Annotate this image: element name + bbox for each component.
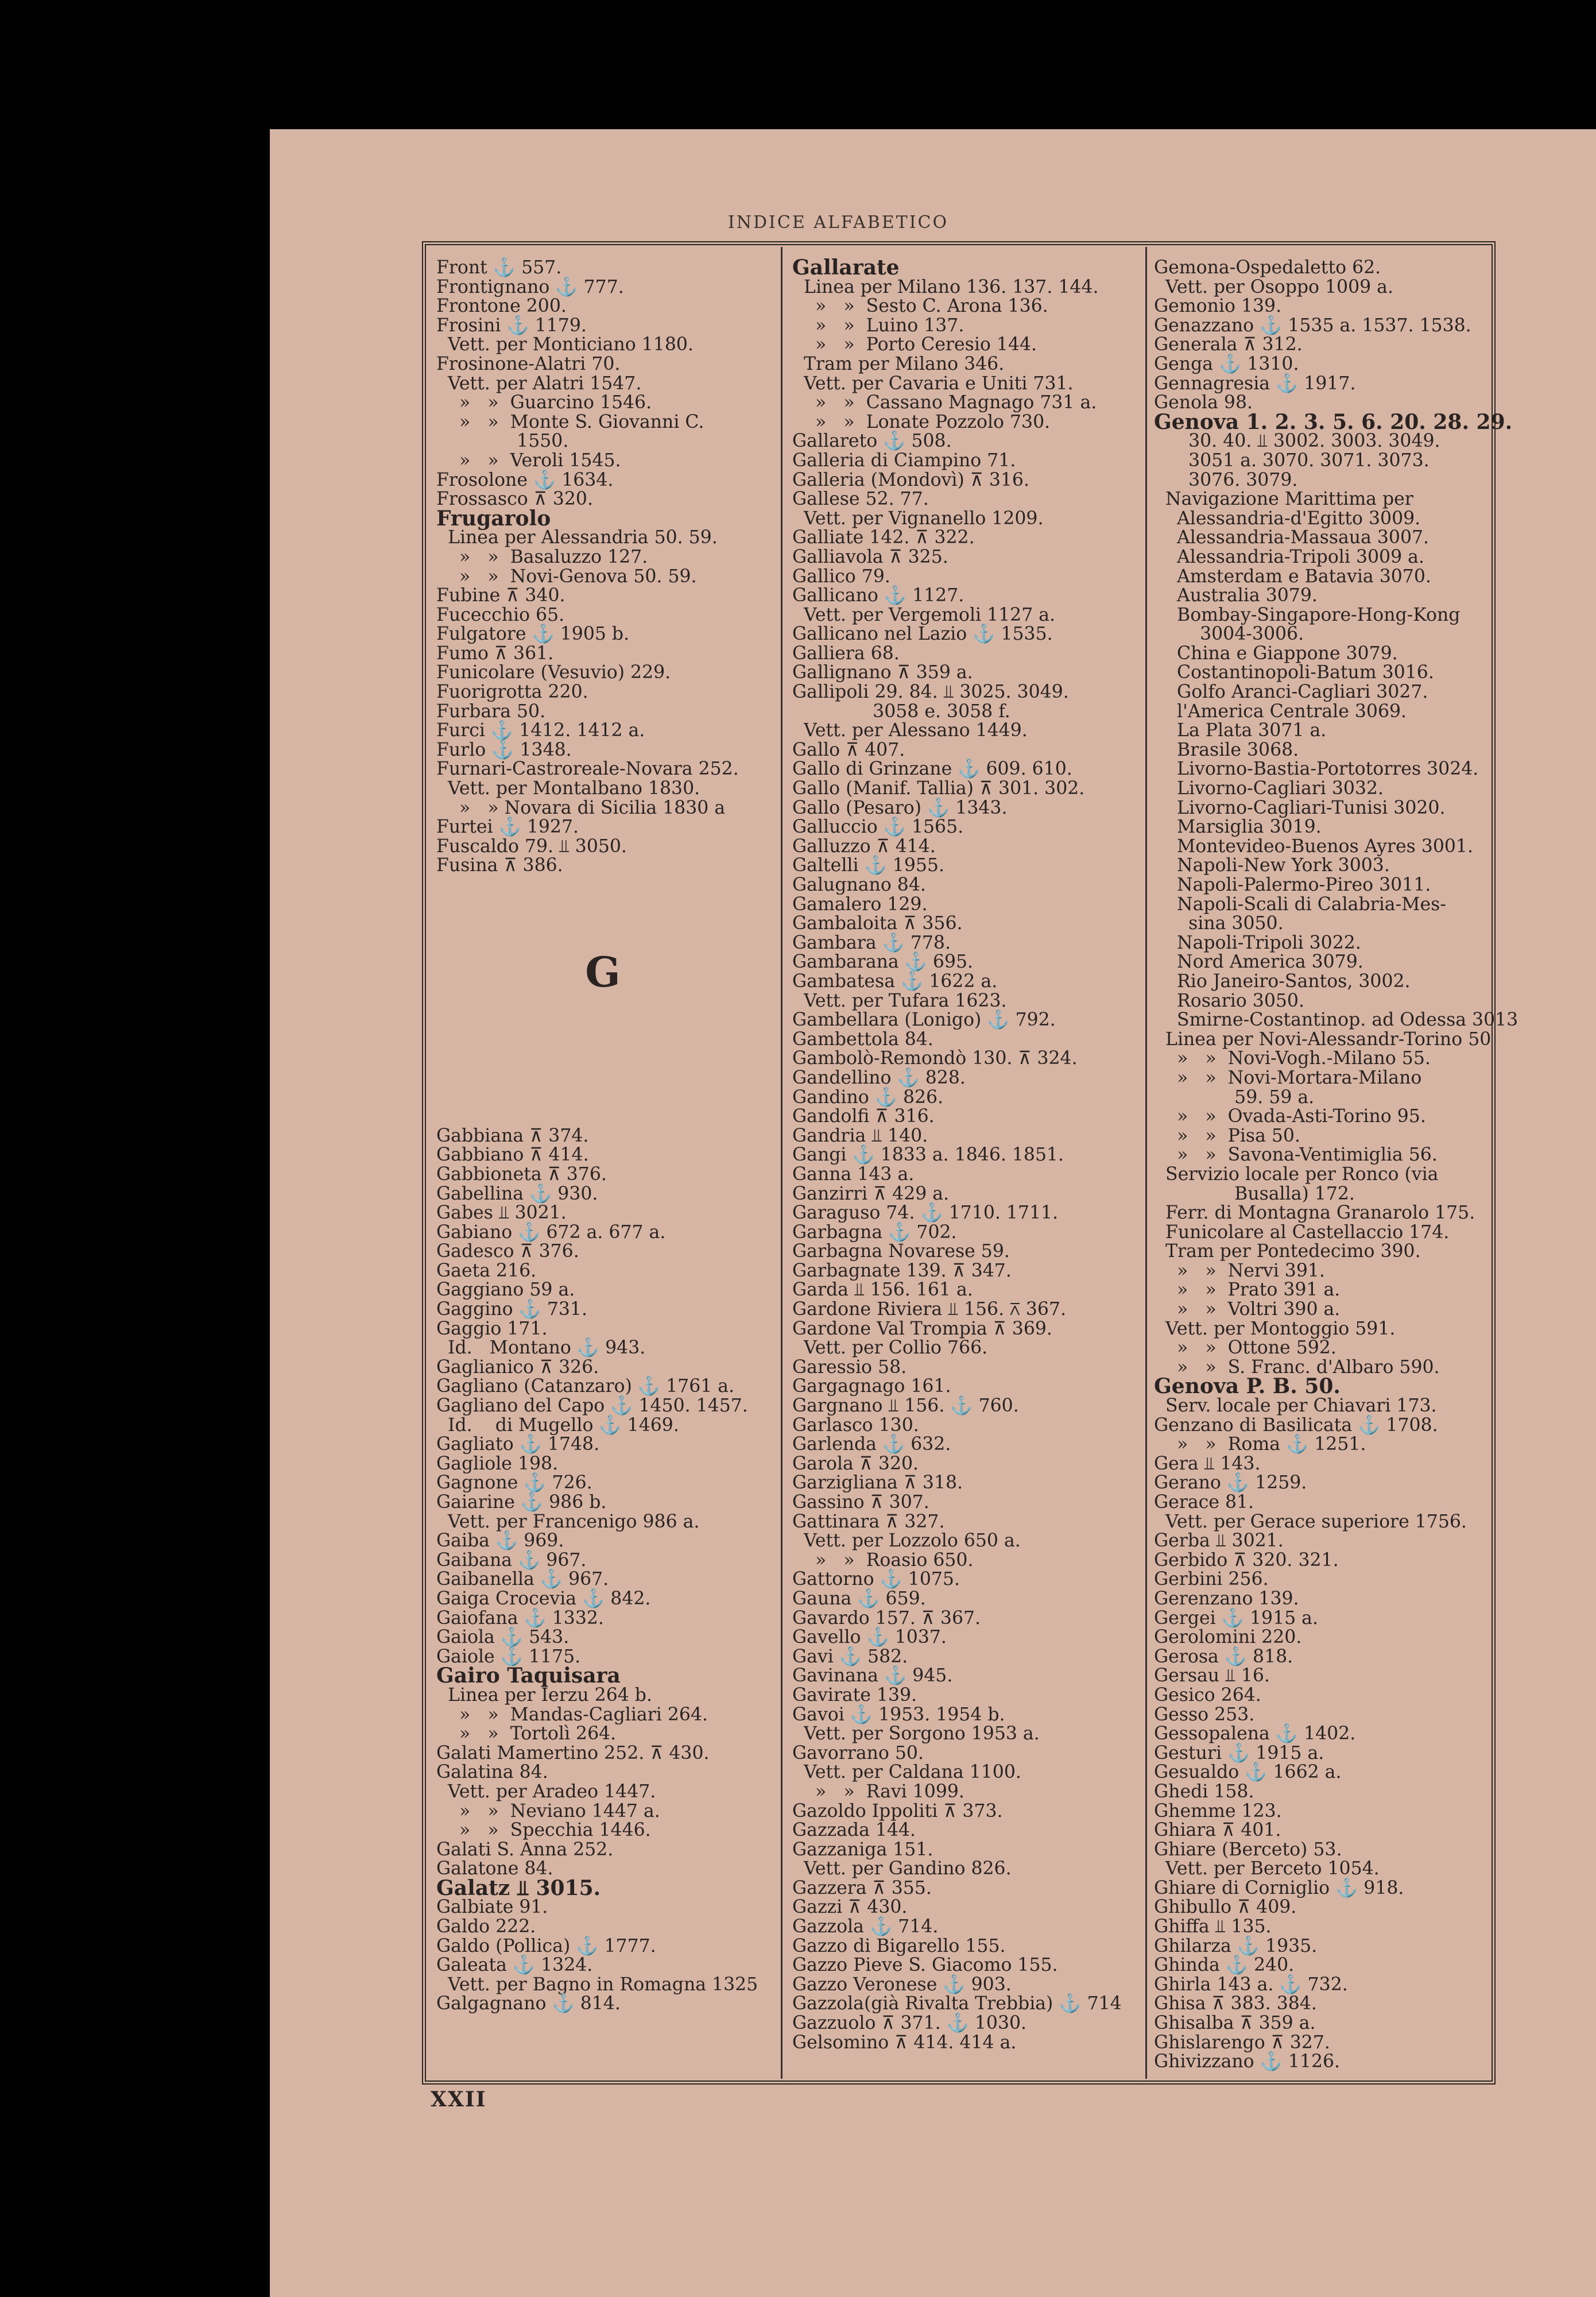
index-entry: » » Neviano 1447 a. bbox=[436, 1800, 660, 1822]
index-entry: Gallipoli 29. 84. ⫫ 3025. 3049. bbox=[792, 682, 1069, 703]
index-entry: Frosinone-Alatri 70. bbox=[436, 353, 621, 374]
index-entry: Fumo ⊼ 361. bbox=[436, 643, 554, 664]
index-entry: Gaiole ⚓ 1175. bbox=[436, 1646, 581, 1667]
index-entry: Fusina ⊼ 386. bbox=[436, 855, 563, 876]
index-entry: » » Lonate Pozzolo 730. bbox=[792, 411, 1051, 432]
index-entry: Gaibanella ⚓ 967. bbox=[436, 1569, 609, 1590]
index-entry: Gazzo di Bigarello 155. bbox=[792, 1935, 1006, 1956]
index-entry: Garessio 58. bbox=[792, 1356, 907, 1378]
index-entry: Galugnano 84. bbox=[792, 875, 926, 895]
index-entry: Navigazione Marittima per bbox=[1154, 489, 1413, 510]
index-entry: Galdo 222. bbox=[436, 1916, 536, 1938]
blank-line bbox=[436, 1069, 769, 1088]
index-entry: Gessopalena ⚓ 1402. bbox=[1154, 1723, 1356, 1745]
index-entry: Gabbioneta ⊼ 376. bbox=[436, 1163, 607, 1185]
index-entry: Fucecchio 65. bbox=[436, 604, 565, 625]
index-entry: Garbagna ⚓ 702. bbox=[792, 1221, 957, 1243]
index-entry: Gazzola ⚓ 714. bbox=[792, 1916, 939, 1938]
index-entry: Linea per Novi-Alessandr-Torino 50 bbox=[1154, 1028, 1492, 1050]
index-entry: Frontignano ⚓ 777. bbox=[436, 276, 624, 297]
index-entry: Furnari-Castroreale-Novara 252. bbox=[436, 759, 739, 780]
index-entry: Gambaloita ⊼ 356. bbox=[792, 913, 963, 934]
index-entry: Vett. per Collio 766. bbox=[792, 1337, 988, 1359]
index-entry: Ghisa ⊼ 383. 384. bbox=[1154, 1993, 1317, 2014]
index-entry: Gazzola(già Rivalta Trebbia) ⚓ 714 bbox=[792, 1993, 1122, 2014]
index-entry: » » Ravi 1099. bbox=[792, 1781, 964, 1802]
index-entry: Gandellino ⚓ 828. bbox=[792, 1067, 966, 1088]
index-entry: Gaglianico ⊼ 326. bbox=[436, 1356, 599, 1378]
index-entry: Gerano ⚓ 1259. bbox=[1154, 1472, 1307, 1494]
index-entry: » » Luino 137. bbox=[792, 315, 964, 336]
index-entry: » » Novara di Sicilia 1830 a bbox=[436, 797, 726, 818]
index-entry: Vett. per Tufara 1623. bbox=[792, 990, 1007, 1011]
index-entry: Ghemme 123. bbox=[1154, 1800, 1282, 1822]
index-entry: Id. Montano ⚓ 943. bbox=[436, 1337, 646, 1359]
index-entry: Gerbini 256. bbox=[1154, 1569, 1269, 1590]
index-entry: Gavello ⚓ 1037. bbox=[792, 1627, 947, 1648]
index-entry: Montevideo-Buenos Ayres 3001. bbox=[1154, 836, 1473, 857]
index-entry: Gergei ⚓ 1915 a. bbox=[1154, 1607, 1318, 1629]
index-entry: » » Pisa 50. bbox=[1154, 1125, 1300, 1146]
index-entry: Gaibana ⚓ 967. bbox=[436, 1549, 587, 1571]
index-entry: Gersau ⫫ 16. bbox=[1154, 1665, 1270, 1687]
index-entry: Linea per Ierzu 264 b. bbox=[436, 1684, 652, 1706]
index-entry: Gambolò-Remondò 130. ⊼ 324. bbox=[792, 1048, 1078, 1069]
index-entry: Vett. per Alatri 1547. bbox=[436, 373, 642, 394]
index-entry: Gallo (Manif. Tallia) ⊼ 301. 302. bbox=[792, 778, 1085, 799]
index-entry: Gaiofana ⚓ 1332. bbox=[436, 1607, 604, 1629]
column-divider bbox=[781, 247, 782, 2079]
index-entry: Alessandria-Massaua 3007. bbox=[1154, 527, 1430, 548]
index-entry: Galbiate 91. bbox=[436, 1897, 548, 1918]
index-entry: Gazzo Veronese ⚓ 903. bbox=[792, 1974, 1012, 1995]
index-entry: Gallicano nel Lazio ⚓ 1535. bbox=[792, 624, 1053, 645]
index-entry: » » Novi-Vogh.-Milano 55. bbox=[1154, 1048, 1431, 1069]
index-entry: Galati Mamertino 252. ⊼ 430. bbox=[436, 1742, 710, 1764]
index-entry: Fuscaldo 79. ⫫ 3050. bbox=[436, 836, 627, 857]
index-entry: China e Giappone 3079. bbox=[1154, 643, 1398, 664]
index-entry: Gazzi ⊼ 430. bbox=[792, 1897, 908, 1918]
index-entry: Australia 3079. bbox=[1154, 585, 1318, 606]
index-entry: Galliavola ⊼ 325. bbox=[792, 546, 948, 567]
index-entry: Galeata ⚓ 1324. bbox=[436, 1955, 593, 1976]
index-entry: Tram per Pontedecimo 390. bbox=[1154, 1241, 1421, 1262]
index-entry: Garlenda ⚓ 632. bbox=[792, 1434, 951, 1455]
index-entry: Gavoi ⚓ 1953. 1954 b. bbox=[792, 1704, 1005, 1725]
index-entry: Gabellina ⚓ 930. bbox=[436, 1183, 598, 1204]
index-entry: Ghibullo ⊼ 409. bbox=[1154, 1897, 1297, 1918]
index-entry: Vett. per Alessano 1449. bbox=[792, 720, 1028, 741]
index-entry: Linea per Alessandria 50. 59. bbox=[436, 527, 718, 548]
index-entry: Gerace 81. bbox=[1154, 1492, 1254, 1513]
index-entry: Brasile 3068. bbox=[1154, 739, 1299, 760]
index-entry: » » Roasio 650. bbox=[792, 1549, 974, 1571]
index-entry: Ghiare di Corniglio ⚓ 918. bbox=[1154, 1877, 1404, 1898]
index-entry: Bombay-Singapore-Hong-Kong bbox=[1154, 604, 1461, 625]
index-entry: Ghiara ⊼ 401. bbox=[1154, 1820, 1281, 1841]
index-entry: Vett. per Montalbano 1830. bbox=[436, 778, 700, 799]
index-entry: Funicolare (Vesuvio) 229. bbox=[436, 662, 671, 683]
index-entry: Gambarana ⚓ 695. bbox=[792, 952, 974, 973]
index-entry: Gesualdo ⚓ 1662 a. bbox=[1154, 1762, 1342, 1783]
index-entry: » » Veroli 1545. bbox=[436, 450, 621, 471]
index-entry: » » Roma ⚓ 1251. bbox=[1154, 1434, 1366, 1455]
index-entry: Frosini ⚓ 1179. bbox=[436, 315, 587, 336]
index-entry: Gallo ⊼ 407. bbox=[792, 739, 905, 760]
index-entry: Ganna 143 a. bbox=[792, 1163, 915, 1185]
index-entry: Vett. per Berceto 1054. bbox=[1154, 1858, 1380, 1880]
index-entry: Ferr. di Montagna Granarolo 175. bbox=[1154, 1202, 1475, 1224]
index-entry: » » Sesto C. Arona 136. bbox=[792, 296, 1048, 317]
index-entry: Genazzano ⚓ 1535 a. 1537. 1538. bbox=[1154, 315, 1471, 336]
index-entry: Gazzuolo ⊼ 371. ⚓ 1030. bbox=[792, 2013, 1027, 2034]
index-entry: Vett. per Sorgono 1953 a. bbox=[792, 1723, 1040, 1745]
index-entry: Vett. per Osoppo 1009 a. bbox=[1154, 276, 1393, 297]
index-entry: Galdo (Pollica) ⚓ 1777. bbox=[436, 1935, 656, 1956]
index-entry: Rosario 3050. bbox=[1154, 990, 1304, 1011]
index-entry: Gerosa ⚓ 818. bbox=[1154, 1646, 1293, 1667]
index-entry: Gambatesa ⚓ 1622 a. bbox=[792, 970, 998, 992]
index-entry: 1550. bbox=[436, 431, 569, 452]
index-entry: Tram per Milano 346. bbox=[792, 353, 1005, 374]
index-entry: Gaiarine ⚓ 986 b. bbox=[436, 1492, 607, 1513]
blank-line bbox=[436, 895, 769, 915]
index-entry: Gabbiana ⊼ 374. bbox=[436, 1125, 589, 1146]
blank-line bbox=[436, 876, 769, 895]
index-entry: Ghislarengo ⊼ 327. bbox=[1154, 2032, 1330, 2053]
index-entry: Ghirla 143 a. ⚓ 732. bbox=[1154, 1974, 1348, 1995]
index-column-2 bbox=[792, 258, 1142, 2052]
index-entry: Gandino ⚓ 826. bbox=[792, 1086, 944, 1108]
index-entry: Galluccio ⚓ 1565. bbox=[792, 817, 964, 838]
index-entry: » » Tortolì 264. bbox=[436, 1723, 617, 1745]
index-entry: » » Mandas-Cagliari 264. bbox=[436, 1704, 708, 1725]
index-entry: Nord America 3079. bbox=[1154, 952, 1363, 973]
index-entry: Gerenzano 139. bbox=[1154, 1588, 1299, 1609]
index-entry: » » Monte S. Giovanni C. bbox=[436, 411, 704, 432]
index-entry: Galliera 68. bbox=[792, 643, 900, 664]
index-entry: Smirne-Costantinop. ad Odessa 3013 bbox=[1154, 1010, 1518, 1031]
index-entry: Napoli-Scali di Calabria-Mes- bbox=[1154, 894, 1446, 915]
index-entry: Gazzo Pieve S. Giacomo 155. bbox=[792, 1955, 1058, 1976]
index-entry: Frossasco ⊼ 320. bbox=[436, 489, 593, 510]
index-entry: » » Prato 391 a. bbox=[1154, 1279, 1341, 1301]
index-entry: Gaggiano 59 a. bbox=[436, 1279, 575, 1301]
index-entry: Galliate 142. ⊼ 322. bbox=[792, 527, 975, 548]
index-entry: 30. 40. ⫫ 3002. 3003. 3049. bbox=[1154, 431, 1440, 452]
index-entry: Gallicano ⚓ 1127. bbox=[792, 585, 964, 606]
index-entry: Vett. per Bagno in Romagna 1325 bbox=[436, 1974, 758, 1995]
index-entry: Ghisalba ⊼ 359 a. bbox=[1154, 2013, 1316, 2034]
index-entry: Gesso 253. bbox=[1154, 1704, 1255, 1725]
index-entry: 3004-3006. bbox=[1154, 624, 1304, 645]
index-entry: Serv. locale per Chiavari 173. bbox=[1154, 1395, 1437, 1417]
index-entry: Gattorno ⚓ 1075. bbox=[792, 1569, 960, 1590]
index-entry: Gallico 79. bbox=[792, 566, 890, 587]
index-entry: Rio Janeiro-Santos, 3002. bbox=[1154, 970, 1411, 992]
index-entry: » » Guarcino 1546. bbox=[436, 392, 652, 413]
page-header: INDICE ALFABETICO bbox=[727, 212, 949, 233]
index-entry: Frosolone ⚓ 1634. bbox=[436, 469, 614, 490]
index-entry: Galatone 84. bbox=[436, 1858, 553, 1880]
blank-line bbox=[436, 1030, 769, 1050]
index-column-3 bbox=[1154, 257, 1518, 2072]
index-entry: » » Cassano Magnago 731 a. bbox=[792, 392, 1097, 413]
index-entry: Gambara ⚓ 778. bbox=[792, 932, 951, 953]
index-entry: Gazoldo Ippoliti ⊼ 373. bbox=[792, 1800, 1003, 1822]
index-entry: Gabiano ⚓ 672 a. 677 a. bbox=[436, 1221, 666, 1243]
index-entry: Frugarolo bbox=[436, 506, 551, 531]
index-entry: Garbagnate 139. ⊼ 347. bbox=[792, 1260, 1012, 1281]
index-entry: Gazzada 144. bbox=[792, 1820, 916, 1841]
index-entry: Id. di Mugello ⚓ 1469. bbox=[436, 1414, 679, 1436]
index-entry: Gambellara (Lonigo) ⚓ 792. bbox=[792, 1010, 1056, 1031]
index-entry: Gavirate 139. bbox=[792, 1684, 917, 1706]
index-entry: Gerolomini 220. bbox=[1154, 1627, 1302, 1648]
index-entry: Furtei ⚓ 1927. bbox=[436, 817, 579, 838]
index-entry: Gabbiano ⊼ 414. bbox=[436, 1144, 589, 1166]
index-entry: » » Novi-Mortara-Milano bbox=[1154, 1067, 1422, 1088]
index-column-1 bbox=[436, 258, 769, 2014]
index-entry: » » Novi-Genova 50. 59. bbox=[436, 566, 697, 587]
index-entry: Gerba ⫫ 3021. bbox=[1154, 1530, 1284, 1552]
index-entry: l'America Centrale 3069. bbox=[1154, 701, 1407, 722]
blank-line bbox=[436, 914, 769, 934]
index-entry: Galatz ⫫ 3015. bbox=[436, 1876, 601, 1900]
index-entry: Galluzzo ⊼ 414. bbox=[792, 836, 936, 857]
index-entry: Gattinara ⊼ 327. bbox=[792, 1511, 945, 1532]
index-entry: Vett. per Francenigo 986 a. bbox=[436, 1511, 700, 1532]
index-entry: » » Basaluzzo 127. bbox=[436, 546, 648, 567]
index-entry: Gelsomino ⊼ 414. 414 a. bbox=[792, 2032, 1017, 2053]
blank-line bbox=[436, 1049, 769, 1069]
index-entry: Gagliano del Capo ⚓ 1450. 1457. bbox=[436, 1395, 748, 1417]
index-entry: Gallese 52. 77. bbox=[792, 489, 929, 510]
index-entry: Gazzera ⊼ 355. bbox=[792, 1877, 932, 1898]
section-letter: G bbox=[585, 948, 621, 997]
index-entry: Gemona-Ospedaletto 62. bbox=[1154, 257, 1381, 278]
index-entry: Garola ⊼ 320. bbox=[792, 1453, 919, 1474]
index-entry: Gargnano ⫫ 156. ⚓ 760. bbox=[792, 1395, 1019, 1417]
index-entry: Gallo di Grinzane ⚓ 609. 610. bbox=[792, 759, 1072, 780]
index-entry: Gesturi ⚓ 1915 a. bbox=[1154, 1742, 1324, 1764]
index-entry: Garlasco 130. bbox=[792, 1414, 919, 1436]
index-entry: » » Savona-Ventimiglia 56. bbox=[1154, 1144, 1438, 1166]
index-entry: Ghiare (Berceto) 53. bbox=[1154, 1839, 1342, 1860]
index-entry: Vett. per Gandino 826. bbox=[792, 1858, 1012, 1880]
index-entry: Garzigliana ⊼ 318. bbox=[792, 1472, 963, 1494]
index-entry: Gauna ⚓ 659. bbox=[792, 1588, 926, 1609]
index-entry: Gagliano (Catanzaro) ⚓ 1761 a. bbox=[436, 1376, 735, 1397]
index-entry: Gamalero 129. bbox=[792, 894, 928, 915]
index-entry: Gagliole 198. bbox=[436, 1453, 559, 1474]
index-entry: Gavardo 157. ⊼ 367. bbox=[792, 1607, 981, 1629]
index-entry: Galleria (Mondovì) ⊼ 316. bbox=[792, 469, 1029, 490]
index-entry: Gagliato ⚓ 1748. bbox=[436, 1434, 600, 1455]
index-entry: 3058 e. 3058 f. bbox=[792, 701, 1010, 722]
index-entry: Garda ⫫ 156. 161 a. bbox=[792, 1279, 973, 1301]
index-entry: Galtelli ⚓ 1955. bbox=[792, 855, 944, 876]
index-entry: » » Voltri 390 a. bbox=[1154, 1299, 1341, 1320]
index-entry: Gerbido ⊼ 320. 321. bbox=[1154, 1549, 1339, 1571]
index-entry: » » Porto Ceresio 144. bbox=[792, 334, 1037, 355]
index-entry: Gargagnago 161. bbox=[792, 1376, 951, 1397]
index-entry: Vett. per Caldana 1100. bbox=[792, 1762, 1021, 1783]
index-entry: Vett. per Gerace superiore 1756. bbox=[1154, 1511, 1467, 1532]
index-entry: Napoli-Tripoli 3022. bbox=[1154, 932, 1361, 953]
index-entry: Vett. per Lozzolo 650 a. bbox=[792, 1530, 1021, 1552]
blank-line bbox=[436, 1107, 769, 1127]
index-entry: 59. 59 a. bbox=[1154, 1086, 1315, 1108]
index-entry: Gadesco ⊼ 376. bbox=[436, 1241, 579, 1262]
index-entry: Amsterdam e Batavia 3070. bbox=[1154, 566, 1431, 587]
index-entry: Vett. per Vignanello 1209. bbox=[792, 508, 1044, 529]
index-entry: Gaiba ⚓ 969. bbox=[436, 1530, 564, 1552]
index-entry: Ghilarza ⚓ 1935. bbox=[1154, 1935, 1318, 1956]
index-entry: Livorno-Cagliari 3032. bbox=[1154, 778, 1384, 799]
index-entry: Gera ⫫ 143. bbox=[1154, 1453, 1261, 1474]
index-entry: 3076. 3079. bbox=[1154, 469, 1298, 490]
index-entry: Ghedi 158. bbox=[1154, 1781, 1254, 1802]
index-entry: Generala ⊼ 312. bbox=[1154, 334, 1303, 355]
index-entry: Gavi ⚓ 582. bbox=[792, 1646, 908, 1667]
index-entry: Busalla) 172. bbox=[1154, 1183, 1355, 1204]
index-entry: Furlo ⚓ 1348. bbox=[436, 739, 572, 760]
index-entry: Gennagresia ⚓ 1917. bbox=[1154, 373, 1356, 394]
index-entry: Ganzirri ⊼ 429 a. bbox=[792, 1183, 950, 1204]
index-entry: Napoli-Palermo-Pireo 3011. bbox=[1154, 875, 1431, 895]
index-entry: sina 3050. bbox=[1154, 913, 1284, 934]
index-entry: Ghinda ⚓ 240. bbox=[1154, 1955, 1295, 1976]
index-entry: Gardone Riviera ⫫ 156. ⊼ 367. bbox=[792, 1299, 1067, 1320]
index-entry: Gavinana ⚓ 945. bbox=[792, 1665, 953, 1687]
index-entry: » » Ottone 592. bbox=[1154, 1337, 1337, 1359]
index-entry: Gaggino ⚓ 731. bbox=[436, 1299, 587, 1320]
index-entry: Funicolare al Castellaccio 174. bbox=[1154, 1221, 1450, 1243]
index-entry: Gambettola 84. bbox=[792, 1028, 933, 1050]
index-entry: Gangi ⚓ 1833 a. 1846. 1851. bbox=[792, 1144, 1064, 1166]
index-entry: Gairo Taquisara bbox=[436, 1664, 621, 1688]
index-entry: Furbara 50. bbox=[436, 701, 546, 722]
index-entry: » » Nervi 391. bbox=[1154, 1260, 1325, 1281]
index-entry: Furci ⚓ 1412. 1412 a. bbox=[436, 720, 645, 741]
index-entry: Galatina 84. bbox=[436, 1762, 548, 1783]
index-entry: Linea per Milano 136. 137. 144. bbox=[792, 276, 1099, 297]
index-entry: Servizio locale per Ronco (via bbox=[1154, 1163, 1439, 1185]
index-entry: Costantinopoli-Batum 3016. bbox=[1154, 662, 1434, 683]
index-entry: Genga ⚓ 1310. bbox=[1154, 353, 1299, 374]
index-entry: Genova P. B. 50. bbox=[1154, 1374, 1341, 1399]
page-number: XXII bbox=[431, 2087, 487, 2112]
index-entry: Gassino ⊼ 307. bbox=[792, 1492, 929, 1513]
index-entry: Gaiola ⚓ 543. bbox=[436, 1627, 570, 1648]
index-entry: 3051 a. 3070. 3071. 3073. bbox=[1154, 450, 1430, 471]
index-entry: Gaeta 216. bbox=[436, 1260, 537, 1281]
blank-line bbox=[436, 1088, 769, 1108]
index-entry: Fulgatore ⚓ 1905 b. bbox=[436, 624, 630, 645]
index-entry: Ghivizzano ⚓ 1126. bbox=[1154, 2051, 1341, 2072]
index-entry: Genzano di Basilicata ⚓ 1708. bbox=[1154, 1414, 1438, 1436]
blank-line bbox=[436, 1011, 769, 1030]
index-entry: Gemonio 139. bbox=[1154, 296, 1282, 317]
index-entry: Galati S. Anna 252. bbox=[436, 1839, 614, 1860]
index-entry: Alessandria-Tripoli 3009 a. bbox=[1154, 546, 1424, 567]
index-entry: La Plata 3071 a. bbox=[1154, 720, 1327, 741]
index-entry: Gallignano ⊼ 359 a. bbox=[792, 662, 973, 683]
column-divider bbox=[1145, 247, 1147, 2079]
index-entry: Gagnone ⚓ 726. bbox=[436, 1472, 592, 1494]
index-entry: Golfo Aranci-Cagliari 3027. bbox=[1154, 682, 1428, 703]
index-entry: Gallareto ⚓ 508. bbox=[792, 431, 952, 452]
index-entry: Gandria ⫫ 140. bbox=[792, 1125, 928, 1146]
index-entry: Galgagnano ⚓ 814. bbox=[436, 1993, 621, 2014]
index-entry: Garaguso 74. ⚓ 1710. 1711. bbox=[792, 1202, 1059, 1224]
index-entry: Fuorigrotta 220. bbox=[436, 682, 588, 703]
index-entry: Gallo (Pesaro) ⚓ 1343. bbox=[792, 797, 1008, 818]
index-entry: Marsiglia 3019. bbox=[1154, 817, 1322, 838]
index-entry: Vett. per Vergemoli 1127 a. bbox=[792, 604, 1056, 625]
index-entry: Gallarate bbox=[792, 256, 900, 280]
index-entry: Vett. per Aradeo 1447. bbox=[436, 1781, 656, 1802]
index-entry: » » S. Franc. d'Albaro 590. bbox=[1154, 1356, 1440, 1378]
index-entry: Frontone 200. bbox=[436, 296, 567, 317]
index-entry: Gazzaniga 151. bbox=[792, 1839, 933, 1860]
index-entry: Gesico 264. bbox=[1154, 1684, 1261, 1706]
index-entry: Front ⚓ 557. bbox=[436, 257, 562, 278]
index-entry: Garbagna Novarese 59. bbox=[792, 1241, 1010, 1262]
index-entry: » » Ovada-Asti-Torino 95. bbox=[1154, 1106, 1426, 1127]
index-entry: Vett. per Monticiano 1180. bbox=[436, 334, 694, 355]
index-entry: Napoli-New York 3003. bbox=[1154, 855, 1390, 876]
index-entry: Livorno-Bastia-Portotorres 3024. bbox=[1154, 759, 1479, 780]
index-entry: Gaiga Crocevia ⚓ 842. bbox=[436, 1588, 651, 1609]
index-entry: » » Specchia 1446. bbox=[436, 1820, 651, 1841]
index-entry: Vett. per Cavaria e Uniti 731. bbox=[792, 373, 1074, 394]
index-entry: Genola 98. bbox=[1154, 392, 1253, 413]
index-entry: Fubine ⊼ 340. bbox=[436, 585, 565, 606]
index-entry: Gabes ⫫ 3021. bbox=[436, 1202, 567, 1224]
index-entry: Alessandria-d'Egitto 3009. bbox=[1154, 508, 1421, 529]
index-entry: Galleria di Ciampino 71. bbox=[792, 450, 1016, 471]
index-entry: Vett. per Montoggio 591. bbox=[1154, 1318, 1396, 1339]
index-entry: Livorno-Cagliari-Tunisi 3020. bbox=[1154, 797, 1446, 818]
index-entry: Gavorrano 50. bbox=[792, 1742, 924, 1764]
index-entry: Genova 1. 2. 3. 5. 6. 20. 28. 29. bbox=[1154, 409, 1513, 434]
index-entry: Gaggio 171. bbox=[436, 1318, 548, 1339]
index-entry: Gandolfi ⊼ 316. bbox=[792, 1106, 935, 1127]
index-entry: Ghiffa ⫫ 135. bbox=[1154, 1916, 1272, 1938]
index-entry: Gardone Val Trompia ⊼ 369. bbox=[792, 1318, 1052, 1339]
